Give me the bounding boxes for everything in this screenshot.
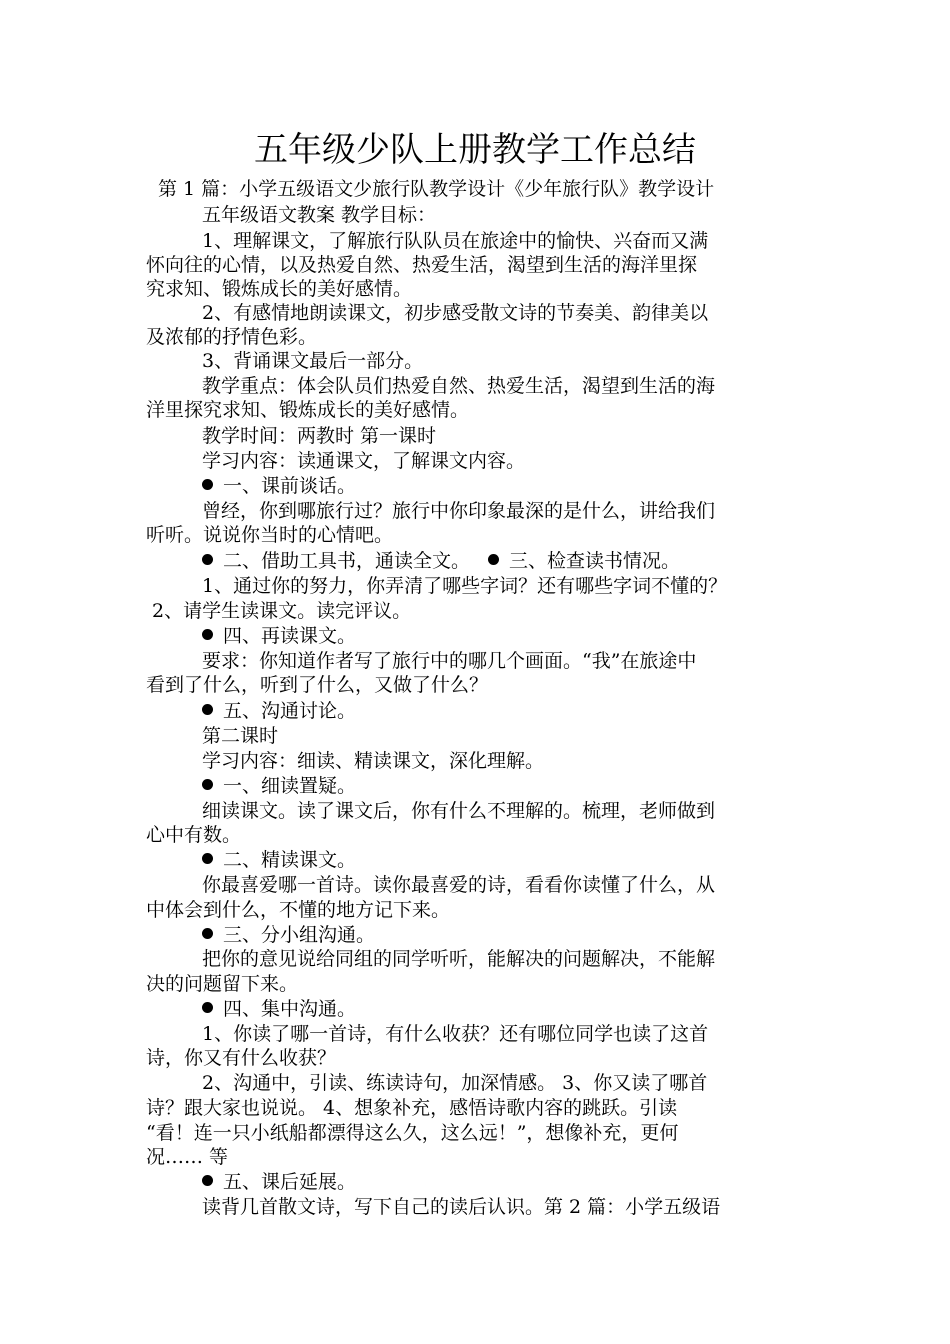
bullet-text: 四、集中沟通。: [223, 998, 357, 1020]
paragraph-line: 心中有数。: [146, 824, 242, 846]
bullet-text: 三、分小组沟通。: [223, 924, 376, 946]
paragraph-line: 洋里探究求知、锻炼成长的美好感情。: [146, 399, 470, 421]
paragraph-line: “看！连一只小纸船都漂得这么久，这么远！”，想像补充，更何: [146, 1122, 679, 1144]
paragraph-line: 决的问题留下来。: [146, 973, 299, 995]
bullet-text: 二、借助工具书，通读全文。: [223, 550, 471, 572]
bullet-dot-icon: [202, 1175, 213, 1186]
paragraph-line: 五年级语文教案 教学目标：: [202, 204, 437, 226]
paragraph-line: 2、有感情地朗读课文，初步感受散文诗的节奏美、韵律美以: [202, 302, 709, 324]
bullet-item: [202, 623, 356, 649]
paragraph-line: 学习内容：读通课文，了解课文内容。: [202, 450, 526, 472]
chapter-heading: 第 1 篇：小学五级语文少旅行队教学设计《少年旅行队》教学设计: [158, 178, 715, 200]
bullet-item: [202, 698, 356, 724]
paragraph-line: 3、背诵课文最后一部分。: [202, 350, 424, 372]
bullet-dot-icon: [202, 928, 213, 939]
paragraph-line: 曾经，你到哪旅行过？旅行中你印象最深的是什么，讲给我们: [202, 500, 716, 522]
bullet-text: 三、检查读书情况。: [509, 550, 681, 572]
paragraph-line: 把你的意见说给同组的同学听听，能解决的问题解决，不能解: [202, 948, 716, 970]
bullet-text: 二、精读课文。: [223, 849, 357, 871]
bullet-item: [202, 548, 680, 574]
paragraph-line: 1、理解课文，了解旅行队队员在旅途中的愉快、兴奋而又满: [202, 230, 709, 252]
bullet-dot-icon: [202, 554, 213, 565]
bullet-item: [202, 996, 356, 1022]
bullet-dot-icon: [202, 479, 213, 490]
bullet-item: [202, 473, 356, 499]
paragraph-line: 你最喜爱哪一首诗。读你最喜爱的诗，看看你读懂了什么，从: [202, 874, 716, 896]
paragraph-line: 细读课文。读了课文后，你有什么不理解的。梳理，老师做到: [202, 800, 716, 822]
paragraph-line: 教学重点：体会队员们热爱自然、热爱生活，渴望到生活的海: [202, 375, 716, 397]
bullet-text: 五、课后延展。: [223, 1171, 357, 1193]
paragraph-line: 究求知、锻炼成长的美好感情。: [146, 278, 413, 300]
paragraph-line: 教学时间：两教时 第一课时: [202, 425, 437, 447]
paragraph-line: 怀向往的心情，以及热爱自然、热爱生活，渴望到生活的海洋里探: [146, 254, 698, 276]
bullet-text: 五、沟通讨论。: [223, 700, 357, 722]
bullet-dot-icon: [202, 779, 213, 790]
paragraph-line: 2、请学生读课文。读完评议。: [152, 600, 412, 622]
bullet-dot-icon: [488, 554, 499, 565]
paragraph-line: 及浓郁的抒情色彩。: [146, 326, 318, 348]
paragraph-line: 看到了什么，听到了什么，又做了什么？: [146, 674, 489, 696]
bullet-text: 一、细读置疑。: [223, 775, 357, 797]
paragraph-line: 1、通过你的努力，你弄清了哪些字词？还有哪些字词不懂的？: [202, 575, 728, 597]
bullet-item: [202, 922, 375, 948]
paragraph-line: 要求：你知道作者写了旅行中的哪几个画面。“我”在旅途中: [202, 650, 697, 672]
paragraph-line: 中体会到什么，不懂的地方记下来。: [146, 899, 451, 921]
paragraph-line: 况…… 等: [146, 1146, 229, 1168]
paragraph-line: 学习内容：细读、精读课文，深化理解。: [202, 750, 545, 772]
paragraph-line: 听听。说说你当时的心情吧。: [146, 524, 394, 546]
bullet-item: [202, 1169, 356, 1195]
paragraph-line: 第二课时: [202, 725, 279, 747]
document-title: 五年级少队上册教学工作总结: [254, 130, 696, 170]
paragraph-line: 读背几首散文诗，写下自己的读后认识。第 2 篇：小学五级语: [202, 1196, 721, 1218]
bullet-dot-icon: [202, 629, 213, 640]
bullet-dot-icon: [202, 704, 213, 715]
bullet-dot-icon: [202, 853, 213, 864]
paragraph-line: 1、你读了哪一首诗，有什么收获？还有哪位同学也读了这首: [202, 1023, 709, 1045]
paragraph-line: 2、沟通中，引读、练读诗句，加深情感。 3、你又读了哪首: [202, 1072, 708, 1094]
paragraph-line: 诗，你又有什么收获？: [146, 1047, 337, 1069]
bullet-item: [202, 773, 356, 799]
bullet-item: [202, 847, 356, 873]
paragraph-line: 诗？跟大家也说说。 4、想象补充，感悟诗歌内容的跳跃。引读: [146, 1097, 678, 1119]
bullet-text: 一、课前谈话。: [223, 475, 357, 497]
bullet-dot-icon: [202, 1002, 213, 1013]
bullet-text: 四、再读课文。: [223, 625, 357, 647]
